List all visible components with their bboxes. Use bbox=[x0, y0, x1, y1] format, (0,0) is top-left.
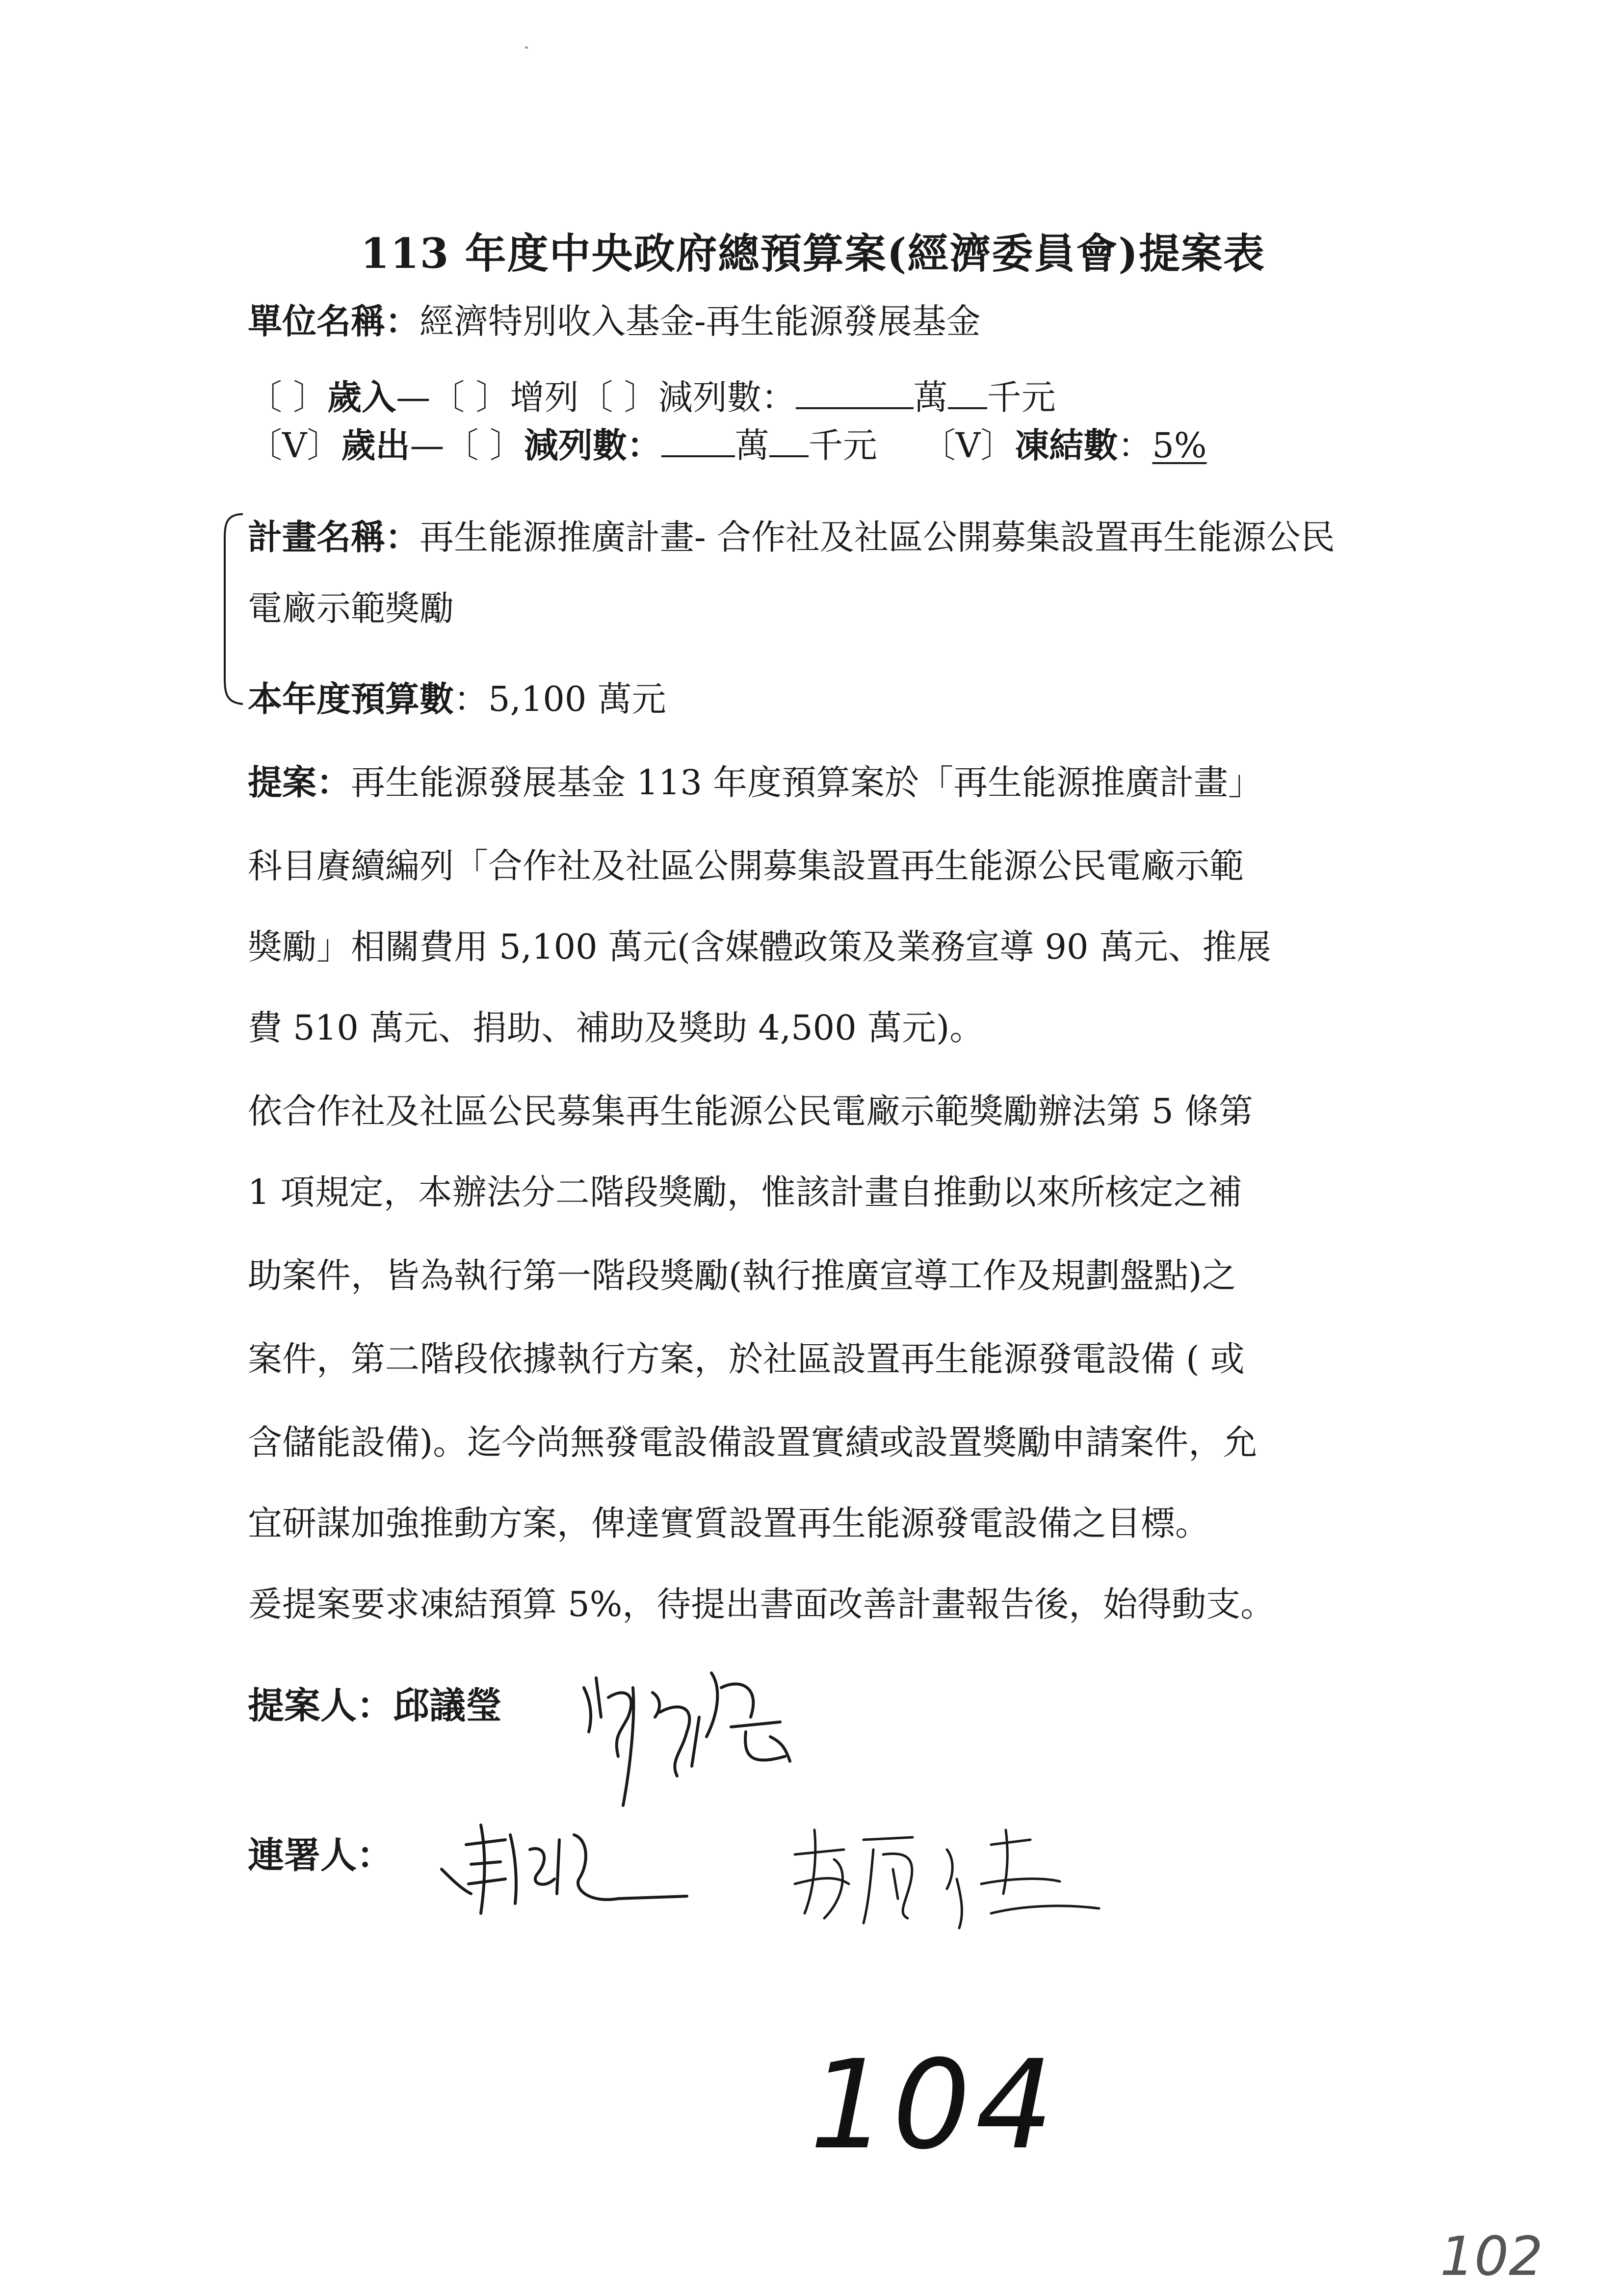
proposal-text-5: 依合作社及社區公民募集再生能源公民電廠示範獎勵辦法第 5 條第 bbox=[248, 1091, 1254, 1131]
proposal-text-11: 爰提案要求凍結預算 5%，待提出書面改善計畫報告後，始得動支。 bbox=[248, 1584, 1275, 1624]
proposal-text-4: 費 510 萬元、捐助、補助及獎助 4,500 萬元)。 bbox=[248, 1008, 984, 1048]
proposal-text-2: 科目賡續編列「合作社及社區公開募集設置再生能源公民電廠示範 bbox=[248, 846, 1244, 886]
proposal-line-2 bbox=[248, 846, 1244, 886]
plan-name-part-1: 再生能源推廣計畫- 合作社及社區公開募集設置再生能源公民 bbox=[419, 517, 1335, 557]
expense-qian-unit: 千元 bbox=[808, 425, 877, 466]
expense-qian-blank[interactable] bbox=[769, 426, 809, 457]
proposal-text-8: 案件，第二階段依據執行方案，於社區設置再生能源發電設備 ( 或 bbox=[248, 1339, 1245, 1379]
cosigner-label: 連署人： bbox=[248, 1834, 393, 1877]
plan-name-part-2: 電廠示範獎勵 bbox=[248, 588, 454, 628]
proposal-line-9 bbox=[248, 1422, 1257, 1462]
expense-decrease-label: 減列數： bbox=[524, 425, 661, 466]
proposer-signature bbox=[574, 1658, 829, 1825]
expense-checkbox[interactable]: 〔V〕 bbox=[248, 425, 341, 466]
proposal-line-3 bbox=[248, 927, 1271, 967]
proposal-line-7 bbox=[248, 1255, 1236, 1296]
revenue-decrease-checkbox[interactable]: 〔 〕 bbox=[578, 377, 658, 417]
proposal-line-4 bbox=[248, 1008, 984, 1048]
revenue-wan-unit: 萬 bbox=[913, 377, 948, 417]
freeze-label: 凍結數 bbox=[1015, 425, 1118, 466]
proposal-text-10: 宜研謀加強推動方案，俾達實質設置再生能源發電設備之目標。 bbox=[248, 1503, 1209, 1543]
proposal-line-11 bbox=[248, 1584, 1275, 1624]
page-title: 113 年度中央政府總預算案(經濟委員會)提案表 bbox=[361, 229, 1266, 278]
budget-label: 本年度預算數 bbox=[248, 678, 454, 719]
proposer-line bbox=[248, 1685, 502, 1727]
handwritten-small-number: 102 bbox=[1440, 2225, 1543, 2288]
revenue-line bbox=[248, 378, 1056, 415]
unit-line bbox=[248, 301, 981, 341]
proposer-label: 提案人： bbox=[248, 1685, 393, 1727]
freeze-checkbox[interactable]: 〔V〕 bbox=[921, 425, 1015, 466]
scan-speck bbox=[525, 47, 528, 49]
unit-label: 單位名稱： bbox=[248, 301, 419, 341]
cosigner-signature-2 bbox=[785, 1810, 1119, 1938]
proposer-name: 邱議瑩 bbox=[393, 1685, 502, 1727]
handwritten-page-number: 104 bbox=[810, 2034, 1059, 2176]
proposal-text-1: 再生能源發展基金 113 年度預算案於「再生能源推廣計畫」 bbox=[351, 762, 1263, 803]
proposal-line-6 bbox=[248, 1172, 1242, 1212]
expense-wan-blank[interactable] bbox=[661, 426, 735, 457]
revenue-decrease-label: 減列數： bbox=[658, 377, 796, 417]
proposal-line-5 bbox=[248, 1091, 1254, 1131]
expense-wan-unit: 萬 bbox=[734, 425, 769, 466]
freeze-colon: ： bbox=[1118, 425, 1153, 466]
revenue-label: 歲入 bbox=[327, 377, 396, 417]
cosigner-signature-1 bbox=[432, 1805, 707, 1933]
revenue-qian-unit: 千元 bbox=[987, 377, 1056, 417]
proposal-text-6: 1 項規定，本辦法分二階段獎勵，惟該計畫自推動以來所核定之補 bbox=[248, 1172, 1242, 1212]
freeze-value[interactable]: 5% bbox=[1152, 425, 1207, 466]
plan-line-2 bbox=[248, 588, 454, 628]
brace-bracket bbox=[216, 510, 245, 706]
revenue-wan-blank[interactable] bbox=[796, 378, 914, 409]
proposal-text-9: 含儲能設備)。迄今尚無發電設備設置實績或設置獎勵申請案件，允 bbox=[248, 1422, 1257, 1462]
revenue-increase-label: 增列 bbox=[510, 377, 579, 417]
proposal-text-7: 助案件，皆為執行第一階段獎勵(執行推廣宣導工作及規劃盤點)之 bbox=[248, 1255, 1236, 1296]
revenue-increase-checkbox[interactable]: 〔 〕 bbox=[430, 377, 510, 417]
plan-label: 計畫名稱： bbox=[248, 517, 419, 557]
proposal-line-10 bbox=[248, 1503, 1209, 1543]
revenue-dash: — bbox=[396, 377, 431, 417]
expense-label: 歲出 bbox=[341, 425, 410, 466]
cosigner-line bbox=[248, 1834, 393, 1877]
proposal-label: 提案： bbox=[248, 762, 351, 803]
proposal-line-8 bbox=[248, 1339, 1245, 1379]
revenue-qian-blank[interactable] bbox=[948, 378, 987, 409]
revenue-checkbox[interactable]: 〔 〕 bbox=[248, 377, 328, 417]
proposal-text-3: 獎勵」相關費用 5,100 萬元(含媒體政策及業務宣導 90 萬元、推展 bbox=[248, 927, 1271, 967]
expense-dash: — bbox=[410, 425, 445, 466]
budget-line bbox=[248, 678, 666, 719]
budget-value: ：5,100 萬元 bbox=[454, 679, 666, 719]
plan-line-1 bbox=[248, 517, 1335, 557]
expense-line bbox=[248, 425, 1207, 466]
expense-decrease-checkbox[interactable]: 〔 〕 bbox=[444, 425, 524, 466]
proposal-line-1 bbox=[248, 762, 1263, 803]
unit-value: 經濟特別收入基金-再生能源發展基金 bbox=[419, 301, 981, 341]
